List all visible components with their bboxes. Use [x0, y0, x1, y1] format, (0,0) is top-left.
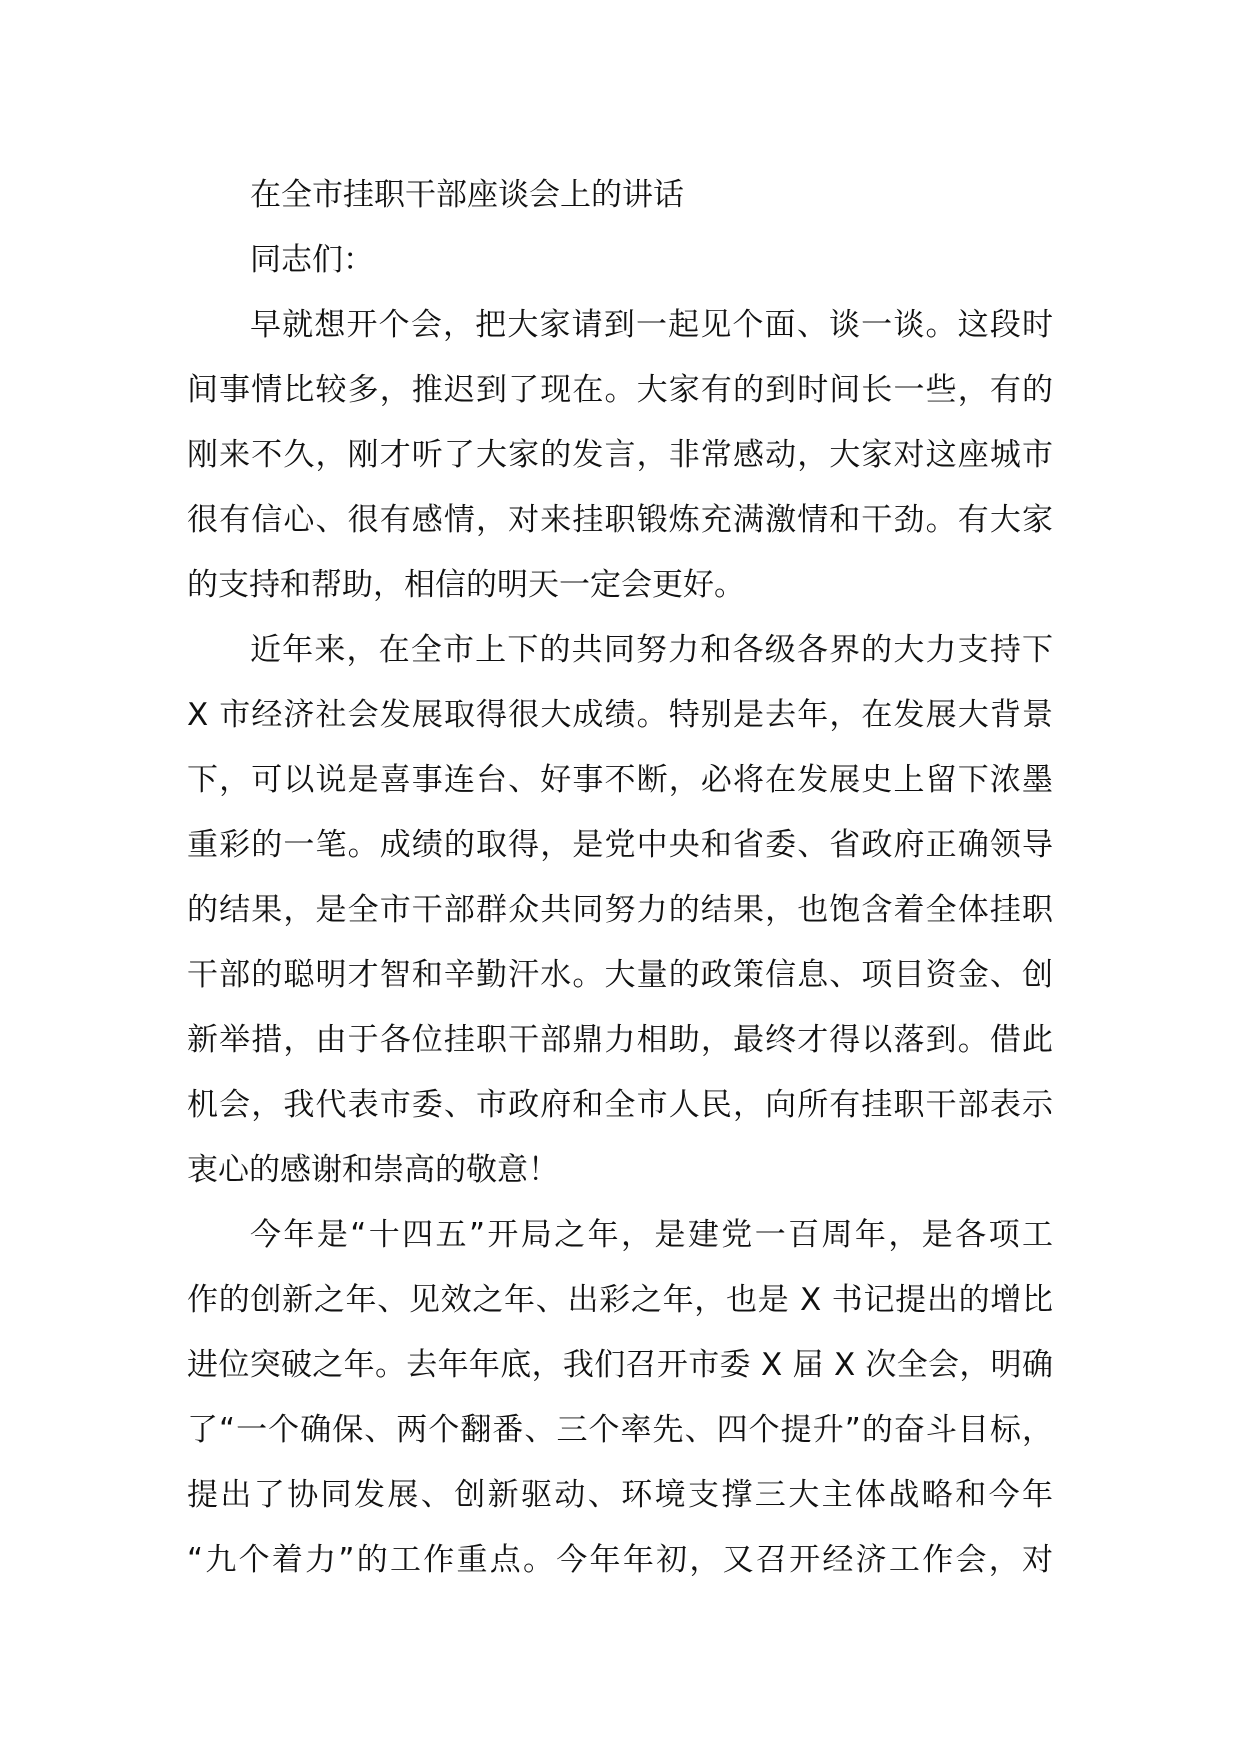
body-line: 重彩的一笔。成绩的取得，是党中央和省委、省政府正确领导	[187, 827, 1053, 863]
body-line: 提出了协同发展、创新驱动、环境支撑三大主体战略和今年	[187, 1477, 1053, 1513]
body-line: 今年是“十四五”开局之年，是建党一百周年，是各项工	[250, 1217, 1053, 1253]
body-line: 新举措，由于各位挂职干部鼎力相助，最终才得以落到。借此	[187, 1022, 1053, 1058]
salutation: 同志们：	[250, 242, 374, 278]
body-line: 刚来不久，刚才听了大家的发言，非常感动，大家对这座城市	[187, 437, 1053, 473]
body-line: “九个着力”的工作重点。今年年初，又召开经济工作会，对	[187, 1542, 1053, 1578]
body-line: 干部的聪明才智和辛勤汗水。大量的政策信息、项目资金、创	[187, 957, 1053, 993]
body-line: 的结果，是全市干部群众共同努力的结果，也饱含着全体挂职	[187, 892, 1053, 928]
body-line: X 市经济社会发展取得很大成绩。特别是去年，在发展大背景	[187, 697, 1053, 733]
body-line: 的支持和帮助，相信的明天一定会更好。	[187, 567, 745, 603]
body-line: 作的创新之年、见效之年、出彩之年，也是 X 书记提出的增比	[187, 1282, 1053, 1318]
body-line: 进位突破之年。去年年底，我们召开市委 X 届 X 次全会，明确	[187, 1347, 1053, 1383]
body-line: 下，可以说是喜事连台、好事不断，必将在发展史上留下浓墨	[187, 762, 1053, 798]
body-line: 近年来，在全市上下的共同努力和各级各界的大力支持下	[250, 632, 1053, 668]
body-line: 间事情比较多，推迟到了现在。大家有的到时间长一些，有的	[187, 372, 1053, 408]
document-body	[187, 163, 1053, 1593]
document-title: 在全市挂职干部座谈会上的讲话	[250, 177, 684, 213]
body-line: 机会，我代表市委、市政府和全市人民，向所有挂职干部表示	[187, 1087, 1053, 1123]
body-line: 很有信心、很有感情，对来挂职锻炼充满激情和干劲。有大家	[187, 502, 1053, 538]
body-line: 衷心的感谢和崇高的敬意！	[187, 1152, 559, 1188]
body-line: 了“一个确保、两个翻番、三个率先、四个提升”的奋斗目标，	[187, 1412, 1053, 1448]
body-line: 早就想开个会，把大家请到一起见个面、谈一谈。这段时	[250, 307, 1053, 343]
